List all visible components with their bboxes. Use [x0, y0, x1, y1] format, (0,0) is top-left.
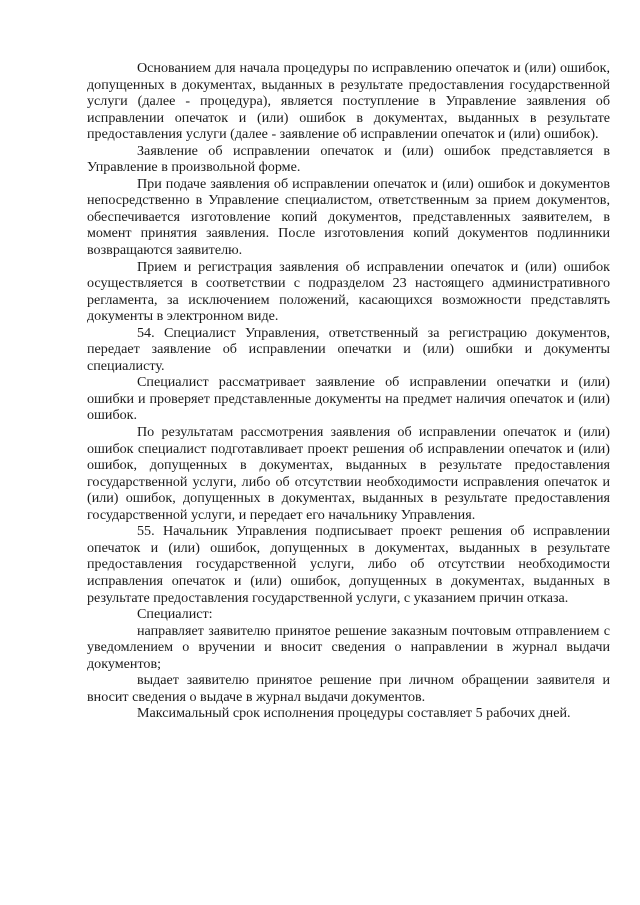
- paragraph-specialist-heading: Специалист:: [137, 606, 213, 623]
- paragraph-draft-decision: По результатам рассмотрения заявления об исправлении опечаток и (или) ошибок специалист подготавливает проект решения об исправлении опечаток и (или) ошибок, допущенных в документах, выданных в результате предоставления государственной услуги, либо об отсутствии необходимости исправления опечаток и (или) ошибок, допущенных в документах, выданных в результате предоставления государственной услуги, и передает его начальнику Управления.: [87, 424, 610, 523]
- paragraph-max-term: Максимальный срок исполнения процедуры составляет 5 рабочих дней.: [137, 705, 571, 722]
- paragraph-registration: Прием и регистрация заявления об исправлении опечаток и (или) ошибок осуществляется в соответствии с подразделом 23 настоящего административного регламента, за исключением положений, касающихся возможности представлять документы в электронном виде.: [87, 258, 610, 325]
- paragraph-document-copies: При подаче заявления об исправлении опечаток и (или) ошибок и документов непосредственно в Управление специалистом, ответственным за прием документов, обеспечивается изготовление копий документов, представленных заявителем, в момент принятия заявления. После изготовления копий документов подлинники возвращаются заявителю.: [87, 175, 610, 259]
- paragraph-item-54: 54. Специалист Управления, ответственный за регистрацию документов, передает заявление об исправлении опечатки и (или) ошибки и документы специалисту.: [87, 324, 610, 374]
- paragraph-personal-delivery: выдает заявителю принятое решение при личном обращении заявителя и вносит сведения о выдаче в журнал выдачи документов.: [87, 672, 610, 705]
- paragraph-item-55: 55. Начальник Управления подписывает проект решения об исправлении опечаток и (или) ошибок, допущенных в документах, выданных в результате предоставления государственной услуги, либо об отсутствии необходимости исправления опечаток и (или) ошибок, допущенных в документах, выданных в результате предоставления государственной услуги, с указанием причин отказа.: [87, 523, 610, 606]
- paragraph-application-form: Заявление об исправлении опечаток и (или) ошибок представляется в Управление в произвольной форме.: [87, 142, 610, 176]
- paragraph-specialist-review: Специалист рассматривает заявление об исправлении опечатки и (или) ошибки и проверяет представленные документы на предмет наличия опечаток и (или) ошибок.: [87, 374, 610, 424]
- paragraph-mail-delivery: направляет заявителю принятое решение заказным почтовым отправлением с уведомлением о вручении и вносит сведения о направлении в журнал выдачи документов;: [87, 622, 610, 672]
- paragraph-procedure-basis: Основанием для начала процедуры по исправлению опечаток и (или) ошибок, допущенных в документах, выданных в результате предоставления государственной услуги (далее - процедура), является поступление в Управление заявления об исправлении опечаток и (или) ошибок в документах, выданных в результате предоставления услуги (далее - заявление об исправлении опечаток и (или) ошибок).: [87, 60, 610, 143]
- document-page: [87, 60, 610, 722]
